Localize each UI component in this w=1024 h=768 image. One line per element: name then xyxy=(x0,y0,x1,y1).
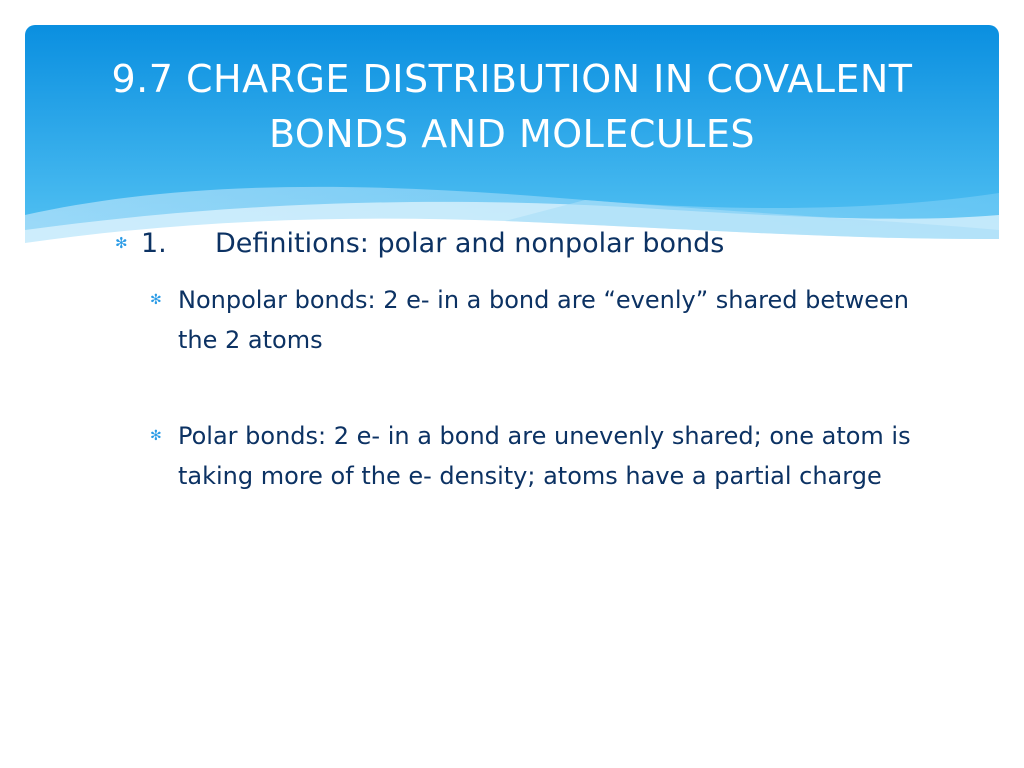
bullet-polar xyxy=(150,416,970,496)
bullet-text: Definitions: polar and nonpolar bonds xyxy=(215,228,725,259)
bullet-star-icon: ✻ xyxy=(115,234,128,252)
bullet-text: Polar bonds: 2 e- in a bond are unevenly shared; one atom is taking more of the e- density; atoms have a partial charge xyxy=(178,422,911,490)
bullet-star-icon: ✻ xyxy=(150,292,162,308)
title-line-2: BONDS AND MOLECULES xyxy=(269,112,755,156)
bullet-definitions xyxy=(115,223,975,264)
title-line-1: 9.7 CHARGE DISTRIBUTION IN COVALENT xyxy=(111,57,913,101)
bullet-nonpolar xyxy=(150,280,970,360)
bullet-number: 1. xyxy=(141,228,167,259)
bullet-text: Nonpolar bonds: 2 e- in a bond are “evenly” shared between the 2 atoms xyxy=(178,286,909,354)
bullet-star-icon: ✻ xyxy=(150,428,162,444)
